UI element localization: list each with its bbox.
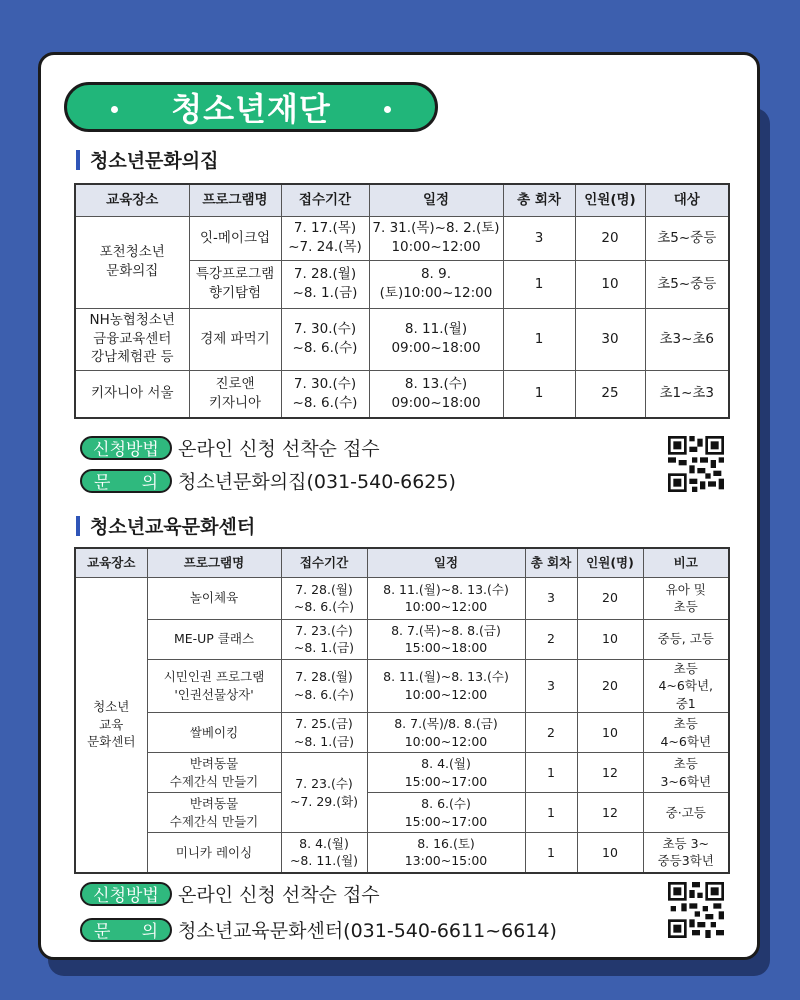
schedule-cell: 8. 7.(목)~8. 8.(금) 15:00~18:00	[367, 619, 525, 659]
header-pill	[64, 82, 438, 132]
target-cell: 초5~중등	[645, 260, 729, 308]
col-header: 일정	[369, 184, 503, 216]
table-row	[75, 216, 729, 260]
sessions-cell: 1	[503, 260, 575, 308]
sessions-cell: 2	[525, 713, 577, 753]
sessions-cell: 1	[503, 370, 575, 418]
target-cell: 초5~중등	[645, 216, 729, 260]
table-row	[75, 577, 729, 619]
sessions-cell: 1	[525, 753, 577, 793]
col-header: 교육장소	[75, 548, 147, 577]
section1-contact-row	[80, 467, 456, 494]
col-header: 프로그램명	[147, 548, 281, 577]
sessions-cell: 3	[503, 216, 575, 260]
sessions-cell: 3	[525, 659, 577, 713]
target-cell: 초1~초3	[645, 370, 729, 418]
note-cell: 초등 4~6학년	[643, 713, 729, 753]
people-cell: 10	[577, 619, 643, 659]
program-cell: 잇-메이크업	[189, 216, 281, 260]
contact-label-b: 의	[141, 473, 158, 493]
schedule-cell: 8. 4.(월) 15:00~17:00	[367, 753, 525, 793]
contact-label-b: 의	[141, 922, 158, 942]
people-cell: 20	[577, 577, 643, 619]
table-header-row	[75, 548, 729, 577]
col-header: 인원(명)	[577, 548, 643, 577]
people-cell: 12	[577, 753, 643, 793]
apply-method-badge: 신청방법	[80, 436, 172, 460]
heading-bar	[76, 150, 80, 170]
target-cell: 초3~초6	[645, 308, 729, 370]
program-cell: 놀이체육	[147, 577, 281, 619]
program-cell: 시민인권 프로그램 '인권선물상자'	[147, 659, 281, 713]
col-header: 교육장소	[75, 184, 189, 216]
program-cell: 반려동물 수제간식 만들기	[147, 753, 281, 793]
period-cell: 7. 30.(수) ~8. 6.(수)	[281, 308, 369, 370]
contact-text: 청소년문화의집(031-540-6625)	[178, 471, 456, 493]
schedule-cell: 8. 11.(월) 09:00~18:00	[369, 308, 503, 370]
program-cell: 반려동물 수제간식 만들기	[147, 793, 281, 833]
col-header: 접수기간	[281, 184, 369, 216]
table-row	[75, 659, 729, 713]
section2-heading	[76, 512, 255, 539]
page-title: 청소년재단	[171, 90, 331, 128]
table-row	[75, 370, 729, 418]
col-header: 총 회차	[525, 548, 577, 577]
apply-method-text: 온라인 신청 선착순 접수	[178, 438, 380, 460]
note-cell: 중등, 고등	[643, 619, 729, 659]
contact-badge	[80, 469, 172, 493]
period-cell: 7. 30.(수) ~8. 6.(수)	[281, 370, 369, 418]
card-top-edge	[455, 49, 765, 101]
sessions-cell: 1	[503, 308, 575, 370]
program-cell: 특강프로그램 향기탐험	[189, 260, 281, 308]
qr-code-icon[interactable]	[668, 882, 724, 938]
venue-cell: 포천청소년 문화의집	[75, 216, 189, 308]
schedule-cell: 8. 13.(수) 09:00~18:00	[369, 370, 503, 418]
program-cell: 미니카 레이싱	[147, 833, 281, 873]
bullet-dot-right	[384, 106, 391, 113]
people-cell: 20	[575, 216, 645, 260]
schedule-cell: 8. 11.(월)~8. 13.(수) 10:00~12:00	[367, 577, 525, 619]
period-cell: 7. 23.(수) ~7. 29.(화)	[281, 753, 367, 833]
program-cell: 쌀베이킹	[147, 713, 281, 753]
note-cell: 중·고등	[643, 793, 729, 833]
period-cell: 7. 28.(월) ~8. 6.(수)	[281, 659, 367, 713]
sessions-cell: 3	[525, 577, 577, 619]
program-cell: 경제 파먹기	[189, 308, 281, 370]
program-cell: ME-UP 클래스	[147, 619, 281, 659]
section2-title: 청소년교육문화센터	[90, 516, 256, 538]
section1-title: 청소년문화의집	[90, 150, 219, 172]
people-cell: 30	[575, 308, 645, 370]
schedule-cell: 8. 16.(토) 13:00~15:00	[367, 833, 525, 873]
people-cell: 25	[575, 370, 645, 418]
apply-method-text: 온라인 신청 선착순 접수	[178, 884, 380, 906]
table-row	[75, 308, 729, 370]
heading-bar	[76, 516, 80, 536]
contact-text: 청소년교육문화센터(031-540-6611~6614)	[178, 920, 557, 942]
sessions-cell: 2	[525, 619, 577, 659]
section2-apply-row	[80, 880, 380, 907]
schedule-cell: 8. 6.(수) 15:00~17:00	[367, 793, 525, 833]
col-header: 일정	[367, 548, 525, 577]
contact-label-a: 문	[94, 922, 111, 942]
note-cell: 초등 3~6학년	[643, 753, 729, 793]
bullet-dot-left	[111, 106, 118, 113]
period-cell: 7. 17.(목) ~7. 24.(목)	[281, 216, 369, 260]
col-header: 인원(명)	[575, 184, 645, 216]
section1-heading	[76, 146, 218, 173]
venue-cell: NH농협청소년 금융교육센터 강남체험관 등	[75, 308, 189, 370]
section2-table	[74, 547, 730, 874]
note-cell: 유아 및 초등	[643, 577, 729, 619]
schedule-cell: 8. 9.(토)10:00~12:00	[369, 260, 503, 308]
col-header: 총 회차	[503, 184, 575, 216]
period-cell: 7. 25.(금) ~8. 1.(금)	[281, 713, 367, 753]
section2-contact-row	[80, 916, 557, 943]
contact-badge	[80, 918, 172, 942]
col-header: 프로그램명	[189, 184, 281, 216]
section1-table	[74, 183, 730, 419]
table-row	[75, 713, 729, 753]
sessions-cell: 1	[525, 793, 577, 833]
period-cell: 7. 28.(월) ~8. 6.(수)	[281, 577, 367, 619]
col-header: 접수기간	[281, 548, 367, 577]
program-cell: 진로앤 키자니아	[189, 370, 281, 418]
note-cell: 초등 4~6학년, 중1	[643, 659, 729, 713]
col-header: 비고	[643, 548, 729, 577]
schedule-cell: 8. 7.(목)/8. 8.(금) 10:00~12:00	[367, 713, 525, 753]
table-row	[75, 753, 729, 793]
people-cell: 10	[577, 713, 643, 753]
table-row	[75, 793, 729, 833]
people-cell: 20	[577, 659, 643, 713]
schedule-cell: 8. 11.(월)~8. 13.(수) 10:00~12:00	[367, 659, 525, 713]
period-cell: 7. 28.(월) ~8. 1.(금)	[281, 260, 369, 308]
people-cell: 12	[577, 793, 643, 833]
period-cell: 8. 4.(월) ~8. 11.(월)	[281, 833, 367, 873]
col-header: 대상	[645, 184, 729, 216]
apply-method-badge: 신청방법	[80, 882, 172, 906]
schedule-cell: 7. 31.(목)~8. 2.(토) 10:00~12:00	[369, 216, 503, 260]
people-cell: 10	[575, 260, 645, 308]
section1-apply-row	[80, 434, 380, 461]
contact-label-a: 문	[94, 473, 111, 493]
venue-cell: 키자니아 서울	[75, 370, 189, 418]
table-row	[75, 619, 729, 659]
note-cell: 초등 3~ 중등3학년	[643, 833, 729, 873]
sessions-cell: 1	[525, 833, 577, 873]
people-cell: 10	[577, 833, 643, 873]
venue-cell: 청소년 교육 문화센터	[75, 577, 147, 873]
table-header-row	[75, 184, 729, 216]
table-row	[75, 833, 729, 873]
qr-code-icon[interactable]	[668, 436, 724, 492]
period-cell: 7. 23.(수) ~8. 1.(금)	[281, 619, 367, 659]
